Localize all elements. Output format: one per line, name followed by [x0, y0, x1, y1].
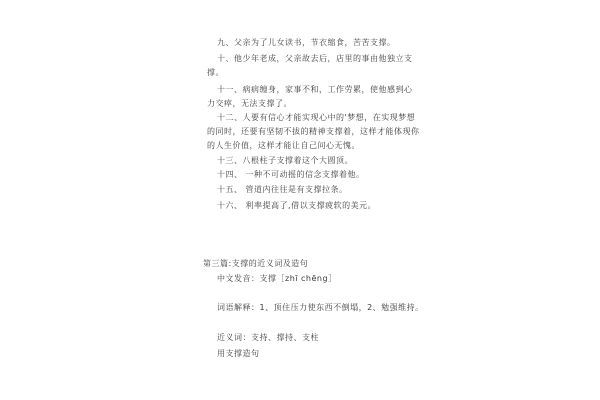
sentence-12-line-1: 十二、人要有信心才能实现心中的'梦想，在实现梦想	[217, 113, 416, 122]
section-title: 第三篇:支撑的近义词及造句	[203, 259, 309, 268]
pronunciation-line: 中文发音：支撑［zhī chēng］	[217, 274, 337, 283]
sentence-12-line-3: 的人生价值，这样才能让自己问心无愧。	[207, 141, 360, 150]
sentence-11-line-2: 力交瘁，无法支撑了。	[207, 99, 292, 108]
sentence-10-line-1: 十、他少年老成，父亲故去后，店里的事由他独立支	[217, 54, 413, 63]
definition-line: 词语解释：1、顶住压力使东西不倒塌，2、勉强维持。	[217, 303, 424, 312]
sentence-14-line-1: 十四、 一种不可动摇的信念支撑着他。	[217, 170, 365, 179]
sentence-10-line-2: 撑。	[207, 68, 224, 77]
sentence-11-line-1: 十一、病病缠身，家事不和，工作劳累，使他感到心	[217, 85, 413, 94]
sentence-15-line-1: 十五、 管道内往往是有支撑拉条。	[217, 185, 348, 194]
sentence-12-line-2: 的同时，还要有坚韧不拔的精神支撑着，这样才能体现你	[207, 127, 420, 136]
sentence-13-line-1: 十三、八根柱子支撑着这个大圆顶。	[217, 156, 353, 165]
sentence-9-line-1: 九、父亲为了儿女读书，节衣缩食，苦苦支撑。	[217, 38, 396, 47]
synonyms-line: 近义词：支持、撑持、支柱	[217, 333, 319, 342]
example-heading: 用支撑造句	[217, 349, 260, 358]
sentence-16-line-1: 十六、 利率提高了,借以支撑疲软的美元。	[217, 201, 377, 210]
